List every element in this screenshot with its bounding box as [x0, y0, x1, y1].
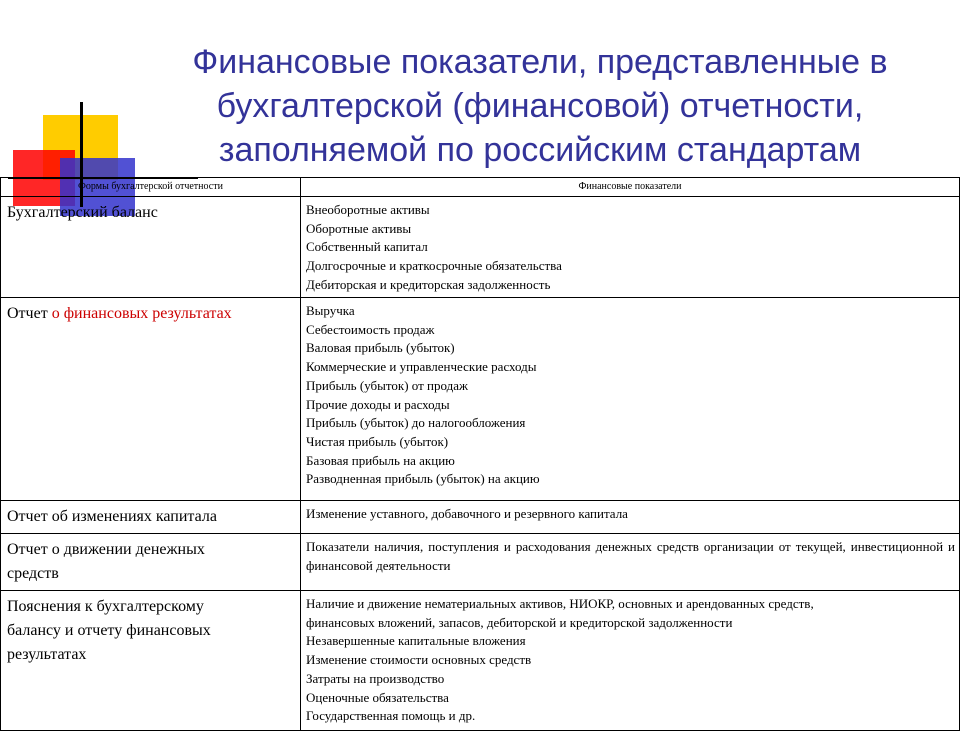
list-item: Внеоборотные активы — [306, 202, 430, 217]
list-item: Затраты на производство — [306, 670, 445, 686]
indicators-cell — [301, 298, 960, 501]
list-item: финансовых вложений, запасов, дебиторской и кредиторской задолженности — [306, 614, 733, 630]
form-cell: Пояснения к бухгалтерскому балансу и отчету финансовых результатах — [1, 591, 301, 731]
list-item: Наличие и движение нематериальных активов, НИОКР, основных и арендованных средств, — [306, 596, 814, 611]
list-item: Изменение стоимости основных средств — [306, 652, 532, 668]
list-item: Себестоимость продаж — [306, 321, 435, 337]
indicators-table — [0, 177, 960, 731]
list-item: Государственная помощь и др. — [306, 708, 476, 724]
list-item: Валовая прибыль (убыток) — [306, 340, 455, 356]
table-header-row — [1, 178, 960, 197]
table-row — [1, 591, 960, 731]
list-item: Чистая прибыль (убыток) — [306, 433, 449, 449]
indicators-cell — [301, 197, 960, 298]
slide-title — [140, 40, 940, 172]
list-item: Дебиторская и кредиторская задолженность — [306, 276, 551, 292]
table-row — [1, 298, 960, 501]
list-item: Изменение уставного, добавочного и резервного капитала — [306, 506, 628, 521]
list-item: Собственный капитал — [306, 239, 428, 255]
list-item: Оценочные обязательства — [306, 689, 449, 705]
list-item: Коммерческие и управленческие расходы — [306, 359, 537, 375]
table-row — [1, 534, 960, 591]
list-item: Разводненная прибыль (убыток) на акцию — [306, 471, 540, 487]
header-indicators: Финансовые показатели — [301, 178, 960, 197]
title-line-2: бухгалтерской (финансовой) отчетности, — [216, 87, 864, 125]
list-item: Оборотные активы — [306, 220, 412, 236]
form-cell: Отчет о финансовых результатах — [1, 298, 301, 501]
indicators-cell — [301, 501, 960, 534]
indicators-cell — [301, 534, 960, 591]
list-item: Базовая прибыль на акцию — [306, 452, 455, 468]
table-row — [1, 501, 960, 534]
list-item: Прочие доходы и расходы — [306, 396, 450, 412]
list-item: Выручка — [306, 303, 355, 318]
list-item: Незавершенные капитальные вложения — [306, 633, 526, 649]
list-item: Прибыль (убыток) от продаж — [306, 377, 468, 393]
table-row — [1, 197, 960, 298]
list-item: Долгосрочные и краткосрочные обязательства — [306, 258, 562, 274]
list-item: Прибыль (убыток) до налогообложения — [306, 415, 526, 431]
form-cell: Отчет об изменениях капитала — [1, 501, 301, 534]
list-item: Показатели наличия, поступления и расходования денежных средств организации от текущей, инвестиционной и финансовой деятельности — [306, 539, 955, 573]
form-cell: Отчет о движении денежных средств — [1, 534, 301, 591]
header-forms: Формы бухгалтерской отчетности — [1, 178, 301, 197]
highlighted-text: о финансовых результатах — [51, 305, 232, 322]
title-line-1: Финансовые показатели, представленные в — [192, 43, 888, 81]
form-cell: Бухгалтерский баланс — [1, 197, 301, 298]
title-line-3: заполняемой по российским стандартам — [218, 131, 862, 169]
indicators-cell — [301, 591, 960, 731]
